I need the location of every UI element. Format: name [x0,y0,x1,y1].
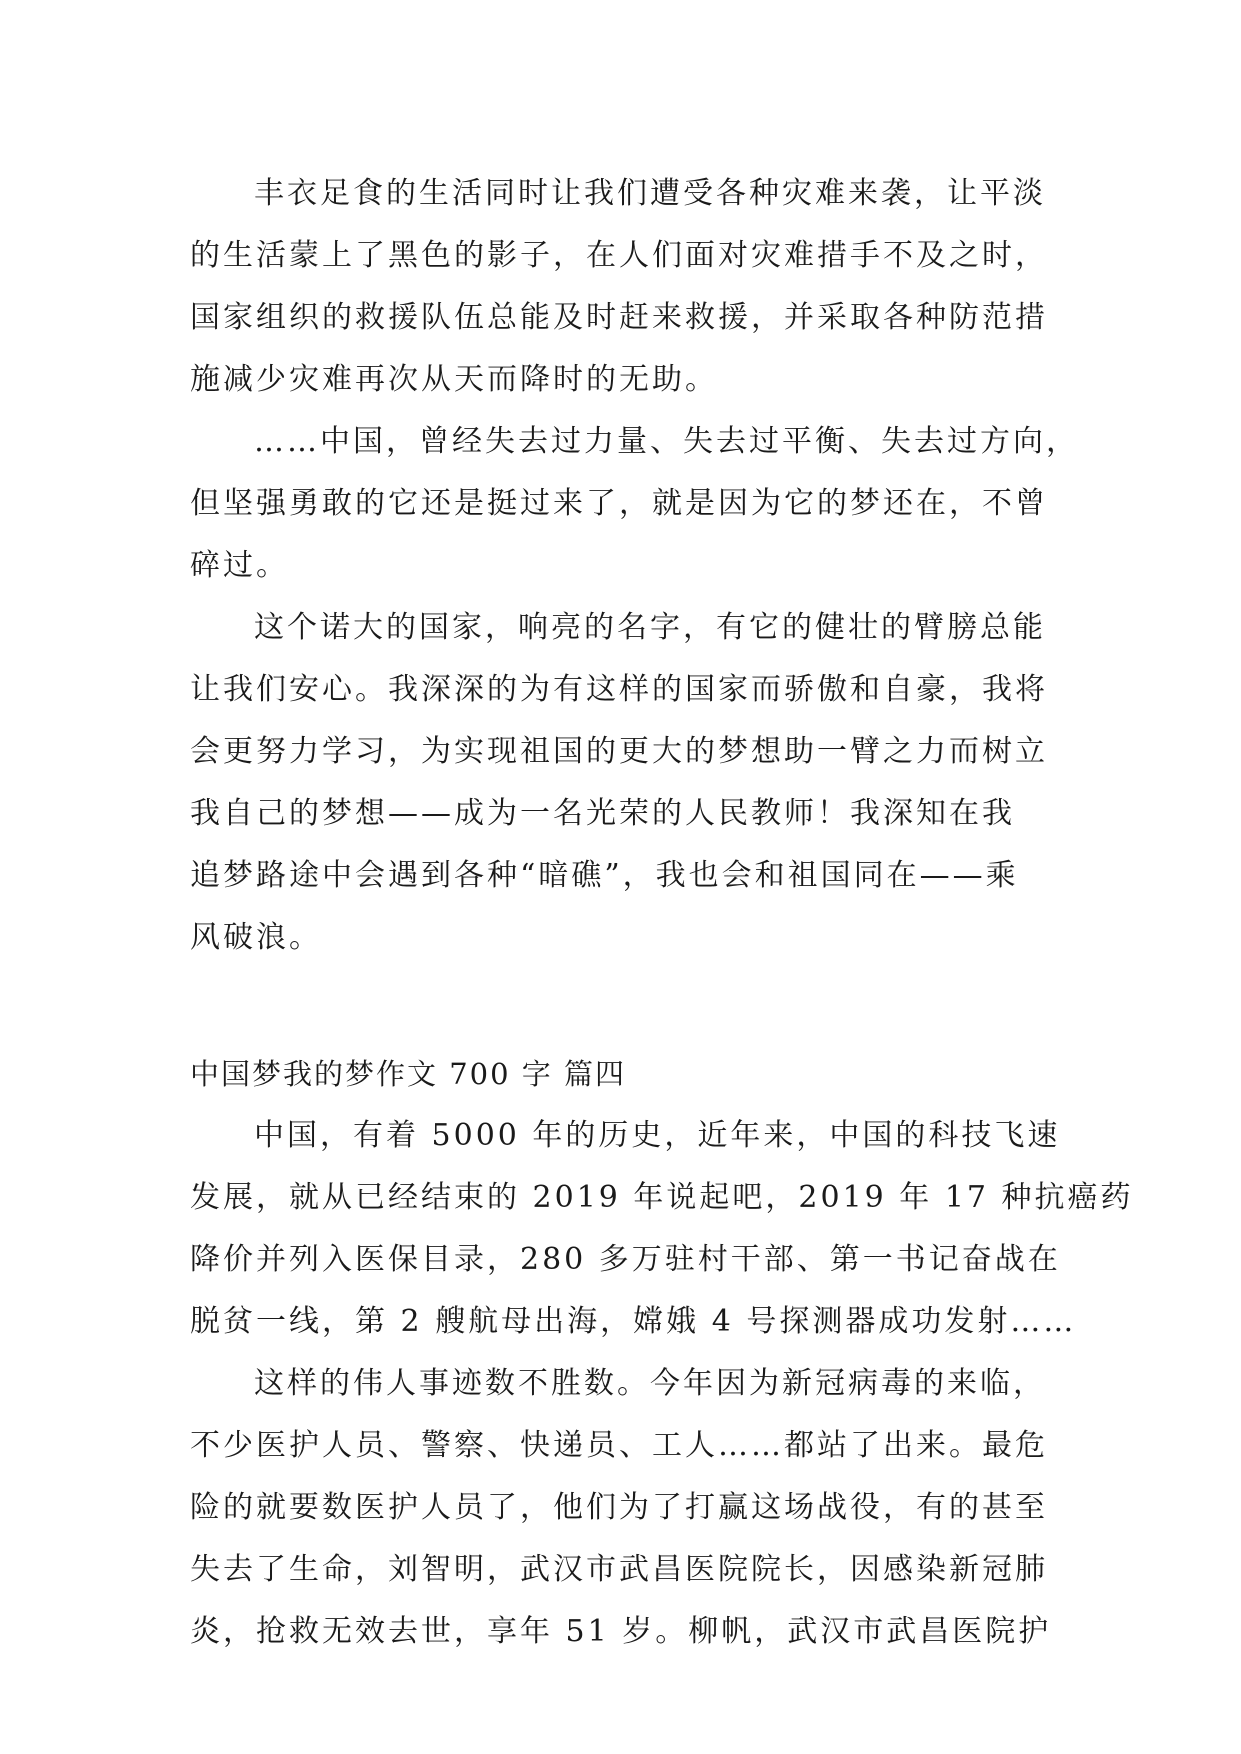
paragraph-3 [190,597,1050,969]
text-line: 会更努力学习，为实现祖国的更大的梦想助一臂之力而树立 [190,734,1048,769]
text-line: 发展，就从已经结束的 2019 年说起吧，2019 年 17 种抗癌药 [190,1180,1134,1215]
paragraph-1 [190,163,1050,411]
text-line: 降价并列入医保目录，280 多万驻村干部、第一书记奋战在 [190,1242,1061,1277]
text-line: 国家组织的救援队伍总能及时赶来救援，并采取各种防范措 [190,300,1048,335]
text-line: 让我们安心。我深深的为有这样的国家而骄傲和自豪，我将 [190,672,1048,707]
text-line: 这个诺大的国家，响亮的名字，有它的健壮的臂膀总能 [254,610,1046,645]
text-line: 这样的伟人事迹数不胜数。今年因为新冠病毒的来临， [254,1366,1046,1401]
text-line: 中国，有着 5000 年的历史，近年来，中国的科技飞速 [254,1118,1061,1153]
text-line: 我自己的梦想——成为一名光荣的人民教师！我深知在我 [190,796,1015,831]
text-line: 碎过。 [190,548,289,583]
text-line: 丰衣足食的生活同时让我们遭受各种灾难来袭，让平淡 [254,176,1046,211]
text-line: ……中国，曾经失去过力量、失去过平衡、失去过方向， [254,424,1079,459]
paragraph-4 [190,1105,1134,1353]
paragraph-5 [190,1353,1050,1663]
text-line: 追梦路途中会遇到各种“暗礁”，我也会和祖国同在——乘 [190,858,1019,893]
document-body [190,163,1134,1663]
text-line: 脱贫一线，第 2 艘航母出海，嫦娥 4 号探测器成功发射…… [190,1304,1077,1339]
text-line: 险的就要数医护人员了，他们为了打赢这场战役，有的甚至 [190,1490,1048,1525]
text-line: 风破浪。 [190,920,322,955]
paragraph-2 [190,411,1079,597]
text-line: 失去了生命，刘智明，武汉市武昌医院院长，因感染新冠肺 [190,1552,1048,1587]
text-line: 但坚强勇敢的它还是挺过来了，就是因为它的梦还在，不曾 [190,486,1048,521]
text-line: 不少医护人员、警察、快递员、工人……都站了出来。最危 [190,1428,1048,1463]
text-line: 的生活蒙上了黑色的影子，在人们面对灾难措手不及之时， [190,238,1048,273]
section-heading: 中国梦我的梦作文 700 字 篇四 [190,1057,627,1091]
text-line: 施减少灾难再次从天而降时的无助。 [190,362,718,397]
text-line: 炎，抢救无效去世，享年 51 岁。柳帆，武汉市武昌医院护 [190,1614,1052,1649]
